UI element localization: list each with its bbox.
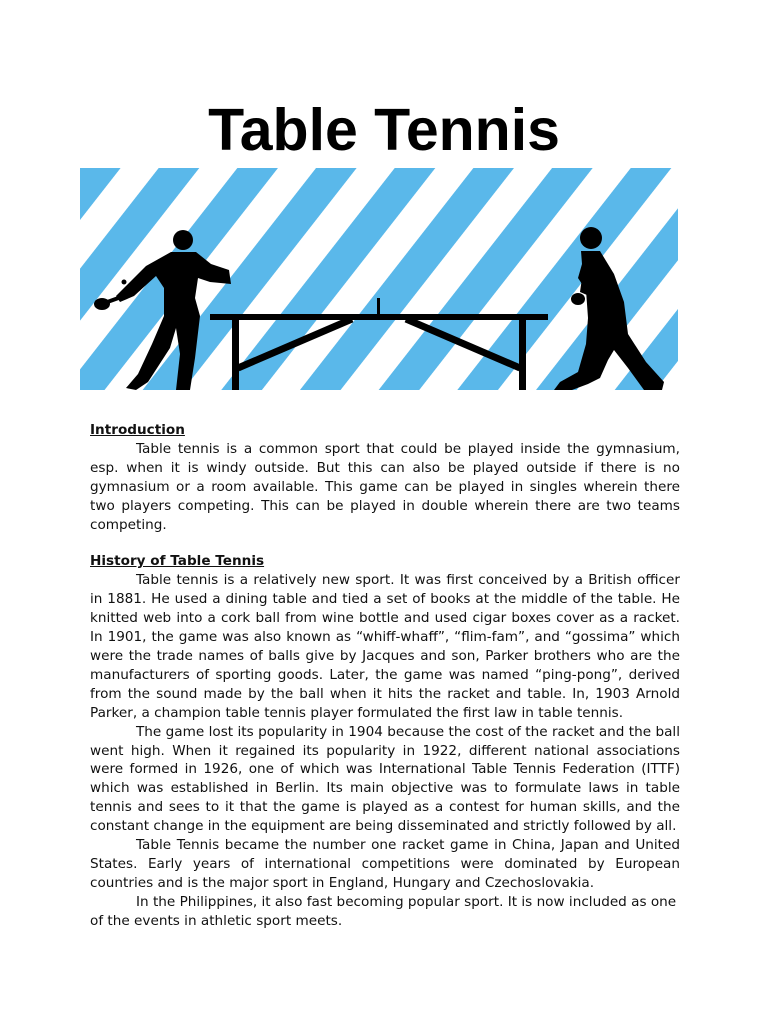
history-section [90,552,680,930]
document-title: Table Tennis [208,97,560,163]
introduction-section [90,421,680,534]
paragraph: Table tennis is a common sport that could be played inside the gymnasium, esp. when it is windy outside. But this can also be played outside if there is no gymnasium or a room available. This game can be played in singles wherein there two players competing. This can be played in double wherein there are two teams competing. [90,440,680,533]
table-tennis-banner-image [80,168,678,390]
paragraph: The game lost its popularity in 1904 because the cost of the racket and the ball went high. When it regained its popularity in 1922, different national associations were formed in 1926, one of which was International Table Tennis Federation (ITTF) which was established in Berlin. Its main objective was to formulate laws in table tennis and sees to it that the game is played as a contest for human skills, and the constant change in the equipment are being disseminated and strictly followed by all. [90,723,680,835]
paragraph: In the Philippines, it also fast becoming popular sport. It is now included as one of the events in athletic sport meets. [90,893,677,929]
paragraph: Table Tennis became the number one racket game in China, Japan and United States. Early years of international competitions were dominated by European countries and is the major sport in England, Hungary and Czechoslovakia. [90,837,680,891]
section-heading: History of Table Tennis [90,553,265,570]
paragraph: Table tennis is a relatively new sport. It was first conceived by a British officer in 1881. He used a dining table and tied a set of books at the middle of the table. He knitted web into a cork ball from wine bottle and used cigar boxes cover as a racket. In 1901, the game was also known as “whiff-whaff”, “flim-fam”, and “gossima” which were the trade names of balls give by Jacques and son, Parker brothers who are the manufacturers of sporting goods. Later, the game was named “ping-pong”, derived from the sound made by the ball when it hits the racket and table. In, 1903 Arnold Parker, a champion table tennis player formulated the first law in table tennis. [90,572,680,721]
document-body [90,421,680,931]
section-heading: Introduction [90,422,185,438]
